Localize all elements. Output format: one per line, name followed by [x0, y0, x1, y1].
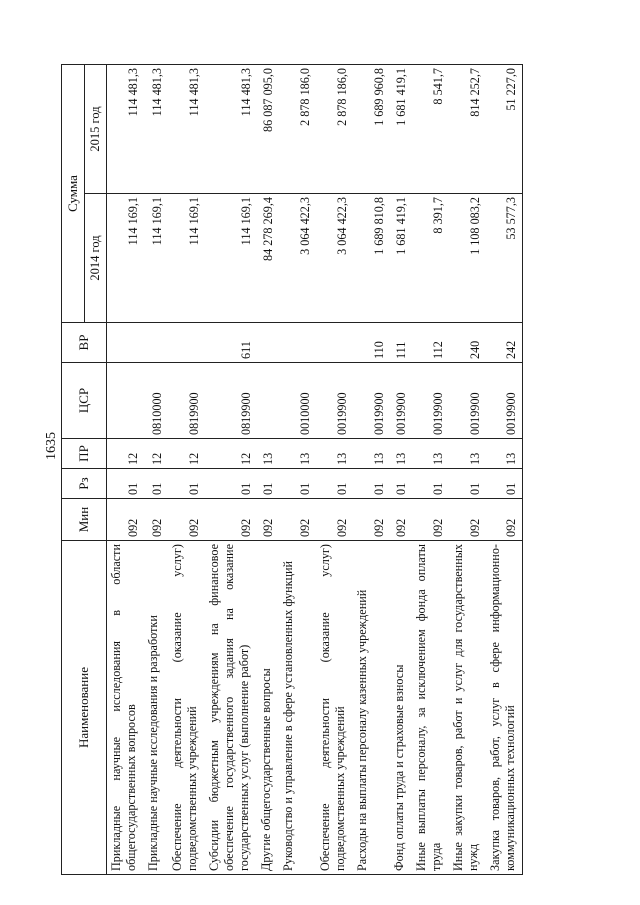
row-pr: 13: [353, 439, 390, 469]
row-csr: 0019900: [449, 363, 486, 439]
row-vr: 111: [390, 323, 412, 363]
row-sum-2015: 8 541,7: [412, 65, 449, 194]
row-pr: 13: [257, 439, 279, 469]
header-min: Мин: [62, 499, 107, 541]
row-csr: 0019900: [353, 363, 390, 439]
row-min: 092: [107, 499, 144, 541]
row-pr: 12: [168, 439, 205, 469]
table-row: [144, 65, 168, 875]
row-vr: [168, 323, 205, 363]
row-sum-2015: 1 681 419,1: [390, 65, 412, 194]
table-row: [316, 65, 353, 875]
row-name: Обеспечение деятельности (оказание услуг) подведомственных учреждений: [168, 541, 205, 875]
row-vr: [279, 323, 316, 363]
row-sum-2014: 1 689 810,8: [353, 194, 390, 323]
row-sum-2015: 114 481,3: [107, 65, 144, 194]
header-2014: 2014 год: [85, 194, 107, 323]
row-pr: 13: [412, 439, 449, 469]
table-row: [449, 65, 486, 875]
row-vr: 242: [486, 323, 523, 363]
row-csr: [257, 363, 279, 439]
row-vr: 112: [412, 323, 449, 363]
row-pr: 13: [279, 439, 316, 469]
row-pr: 13: [390, 439, 412, 469]
row-csr: 0810000: [144, 363, 168, 439]
row-rz: 01: [168, 469, 205, 499]
row-csr: 0819900: [205, 363, 257, 439]
table-row: [257, 65, 279, 875]
row-csr: [107, 363, 144, 439]
row-min: 092: [353, 499, 390, 541]
row-sum-2014: 114 169,1: [205, 194, 257, 323]
row-rz: 01: [412, 469, 449, 499]
row-sum-2015: 51 227,0: [486, 65, 523, 194]
row-sum-2015: 2 878 186,0: [279, 65, 316, 194]
row-rz: 01: [205, 469, 257, 499]
row-name: Закупка товаров, работ, услуг в сфере информационно-коммуникационных технологий: [486, 541, 523, 875]
row-rz: 01: [449, 469, 486, 499]
table-row: [205, 65, 257, 875]
rotated-page-content: [61, 65, 581, 875]
row-sum-2014: 53 577,3: [486, 194, 523, 323]
row-pr: 13: [486, 439, 523, 469]
row-name: Другие общегосударственные вопросы: [257, 541, 279, 875]
row-sum-2014: 1 108 083,2: [449, 194, 486, 323]
row-name: Прикладные научные исследования и разработки: [144, 541, 168, 875]
row-pr: 12: [107, 439, 144, 469]
row-min: 092: [168, 499, 205, 541]
row-csr: 0019900: [486, 363, 523, 439]
table-row: [279, 65, 316, 875]
row-vr: [316, 323, 353, 363]
row-sum-2014: 114 169,1: [168, 194, 205, 323]
row-csr: 0019900: [316, 363, 353, 439]
row-rz: 01: [486, 469, 523, 499]
row-min: 092: [257, 499, 279, 541]
row-min: 092: [390, 499, 412, 541]
row-min: 092: [144, 499, 168, 541]
table-row: [486, 65, 523, 875]
row-sum-2014: 84 278 269,4: [257, 194, 279, 323]
table-row: [390, 65, 412, 875]
row-name: Расходы на выплаты персоналу казенных учреждений: [353, 541, 390, 875]
row-rz: 01: [353, 469, 390, 499]
row-sum-2014: 114 169,1: [144, 194, 168, 323]
row-sum-2015: 1 689 960,8: [353, 65, 390, 194]
row-min: 092: [412, 499, 449, 541]
row-sum-2015: 114 481,3: [205, 65, 257, 194]
row-min: 092: [486, 499, 523, 541]
row-name: Субсидии бюджетным учреждениям на финансовое обеспечение государственного задания на оказание государственных услуг (выполнение работ): [205, 541, 257, 875]
row-pr: 12: [144, 439, 168, 469]
row-min: 092: [449, 499, 486, 541]
row-name: Фонд оплаты труда и страховые взносы: [390, 541, 412, 875]
header-name: Наименование: [62, 541, 107, 875]
row-csr: 0019900: [412, 363, 449, 439]
row-sum-2015: 114 481,3: [144, 65, 168, 194]
row-name: Иные выплаты персоналу, за исключением фонда оплаты труда: [412, 541, 449, 875]
budget-table: [61, 64, 523, 875]
row-name: Иные закупки товаров, работ и услуг для государственных нужд: [449, 541, 486, 875]
row-sum-2015: 814 252,7: [449, 65, 486, 194]
table-row: [412, 65, 449, 875]
row-pr: 12: [205, 439, 257, 469]
row-name: Прикладные научные исследования в области общегосударственных вопросов: [107, 541, 144, 875]
row-csr: 0819900: [168, 363, 205, 439]
row-vr: [257, 323, 279, 363]
row-min: 092: [279, 499, 316, 541]
row-sum-2014: 1 681 419,1: [390, 194, 412, 323]
table-row: [353, 65, 390, 875]
header-rz: Рз: [62, 469, 107, 499]
row-sum-2014: 114 169,1: [107, 194, 144, 323]
row-name: Руководство и управление в сфере установленных функций: [279, 541, 316, 875]
header-csr: ЦСР: [62, 363, 107, 439]
row-rz: 01: [107, 469, 144, 499]
header-vr: ВР: [62, 323, 107, 363]
header-pr: ПР: [62, 439, 107, 469]
header-sum: Сумма: [62, 65, 85, 323]
row-vr: [144, 323, 168, 363]
row-rz: 01: [144, 469, 168, 499]
row-sum-2015: 2 878 186,0: [316, 65, 353, 194]
row-vr: 240: [449, 323, 486, 363]
row-vr: 611: [205, 323, 257, 363]
row-pr: 13: [449, 439, 486, 469]
row-rz: 01: [279, 469, 316, 499]
row-sum-2014: 8 391,7: [412, 194, 449, 323]
table-row: [107, 65, 144, 875]
row-sum-2014: 3 064 422,3: [279, 194, 316, 323]
row-sum-2015: 114 481,3: [168, 65, 205, 194]
row-rz: 01: [316, 469, 353, 499]
row-rz: 01: [257, 469, 279, 499]
row-csr: 0010000: [279, 363, 316, 439]
page-number: 1635: [44, 432, 59, 460]
row-sum-2014: 3 064 422,3: [316, 194, 353, 323]
row-pr: 13: [316, 439, 353, 469]
table-row: [168, 65, 205, 875]
row-min: 092: [205, 499, 257, 541]
row-csr: 0019900: [390, 363, 412, 439]
row-rz: 01: [390, 469, 412, 499]
row-sum-2015: 86 087 095,0: [257, 65, 279, 194]
header-2015: 2015 год: [85, 65, 107, 194]
row-min: 092: [316, 499, 353, 541]
row-name: Обеспечение деятельности (оказание услуг) подведомственных учреждений: [316, 541, 353, 875]
row-vr: 110: [353, 323, 390, 363]
row-vr: [107, 323, 144, 363]
